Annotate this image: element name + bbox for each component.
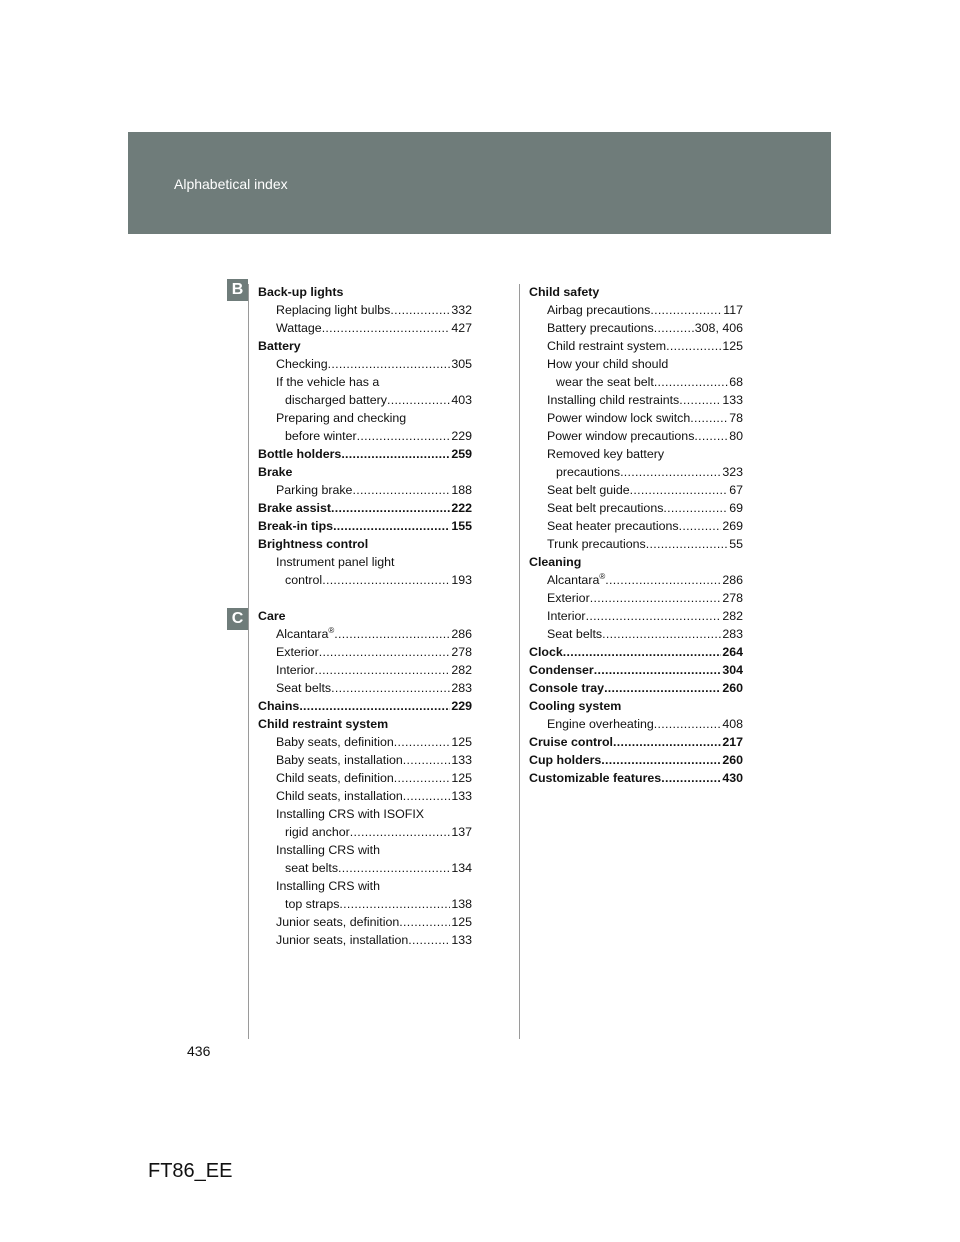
index-entry: Battery [258, 339, 301, 353]
index-entry: Trunk precautions ..... 55 [529, 535, 743, 553]
section-gap [258, 589, 472, 607]
index-entry: Installing CRS with ISOFIX [276, 807, 425, 821]
index-entry: Break-in tips ..... 155 [258, 517, 472, 535]
index-entry: Replacing light bulbs ..... 332 [258, 301, 472, 319]
index-entry: Instrument panel light [276, 555, 395, 569]
index-entry: Brightness control [258, 537, 369, 551]
index-entry: rigid anchor ..... 137 [258, 823, 472, 841]
index-entry: Installing CRS with [276, 879, 380, 893]
index-entry: Removed key battery [547, 447, 665, 461]
index-column-right [529, 283, 743, 787]
index-entry: Cooling system [529, 699, 622, 713]
index-entry: Seat belt precautions ..... 69 [529, 499, 743, 517]
index-entry: Power window precautions ..... 80 [529, 427, 743, 445]
index-entry: Condenser ..... 304 [529, 661, 743, 679]
index-entry: Cup holders ..... 260 [529, 751, 743, 769]
index-entry: Child safety [529, 285, 600, 299]
index-entry: Airbag precautions ..... 117 [529, 301, 743, 319]
right-column-rule [519, 284, 520, 1039]
index-entry: Seat belts ..... 283 [258, 679, 472, 697]
index-entry: wear the seat belt ..... 68 [529, 373, 743, 391]
index-entry: precautions ..... 323 [529, 463, 743, 481]
index-entry: Parking brake ..... 188 [258, 481, 472, 499]
index-entry: Junior seats, definition ..... 125 [258, 913, 472, 931]
index-column-left [258, 283, 472, 949]
index-entry: Power window lock switch ..... 78 [529, 409, 743, 427]
index-entry: Junior seats, installation ..... 133 [258, 931, 472, 949]
index-entry: Preparing and checking [276, 411, 407, 425]
index-entry: Cruise control ..... 217 [529, 733, 743, 751]
index-entry: Chains ..... 229 [258, 697, 472, 715]
index-entry: Cleaning [529, 555, 582, 569]
index-entry: Interior ..... 282 [258, 661, 472, 679]
index-entry: Installing CRS with [276, 843, 380, 857]
index-entry: Bottle holders ..... 259 [258, 445, 472, 463]
footer-code: FT86_EE [148, 1160, 233, 1182]
index-entry: Baby seats, definition ..... 125 [258, 733, 472, 751]
index-entry: If the vehicle has a [276, 375, 380, 389]
index-entry: Exterior ..... 278 [529, 589, 743, 607]
index-entry: Baby seats, installation ..... 133 [258, 751, 472, 769]
index-entry: Interior ..... 282 [529, 607, 743, 625]
index-entry: Alcantara® ..... 286 [258, 625, 472, 643]
index-entry: Alcantara® ..... 286 [529, 571, 743, 589]
page-header [128, 132, 831, 234]
index-entry: How your child should [547, 357, 669, 371]
index-entry: seat belts ..... 134 [258, 859, 472, 877]
index-entry: Child restraint system ..... 125 [529, 337, 743, 355]
index-entry: Clock ..... 264 [529, 643, 743, 661]
index-entry: Back-up lights [258, 285, 344, 299]
page-number: 436 [187, 1043, 211, 1059]
left-column-rule [248, 284, 249, 1039]
index-entry: Child seats, definition ..... 125 [258, 769, 472, 787]
index-entry: Engine overheating ..... 408 [529, 715, 743, 733]
section-tab-b: B [227, 279, 248, 301]
index-entry: Checking ..... 305 [258, 355, 472, 373]
header-title: Alphabetical index [174, 176, 288, 192]
index-entry: Customizable features ..... 430 [529, 769, 743, 787]
index-entry: Seat belts ..... 283 [529, 625, 743, 643]
index-entry: control ..... 193 [258, 571, 472, 589]
index-entry: top straps ..... 138 [258, 895, 472, 913]
index-entry: Brake assist ..... 222 [258, 499, 472, 517]
index-entry: Brake [258, 465, 293, 479]
index-entry: Child seats, installation ..... 133 [258, 787, 472, 805]
index-entry: Seat heater precautions ..... 269 [529, 517, 743, 535]
index-entry: discharged battery ..... 403 [258, 391, 472, 409]
index-entry: Battery precautions ..... 308, 406 [529, 319, 743, 337]
index-entry: Child restraint system [258, 717, 389, 731]
index-entry: Installing child restraints ..... 133 [529, 391, 743, 409]
index-entry: before winter ..... 229 [258, 427, 472, 445]
index-entry: Console tray ..... 260 [529, 679, 743, 697]
index-entry: Seat belt guide ..... 67 [529, 481, 743, 499]
index-entry: Exterior ..... 278 [258, 643, 472, 661]
index-entry: Care [258, 609, 286, 623]
index-entry: Wattage ..... 427 [258, 319, 472, 337]
section-tab-c: C [227, 608, 248, 630]
